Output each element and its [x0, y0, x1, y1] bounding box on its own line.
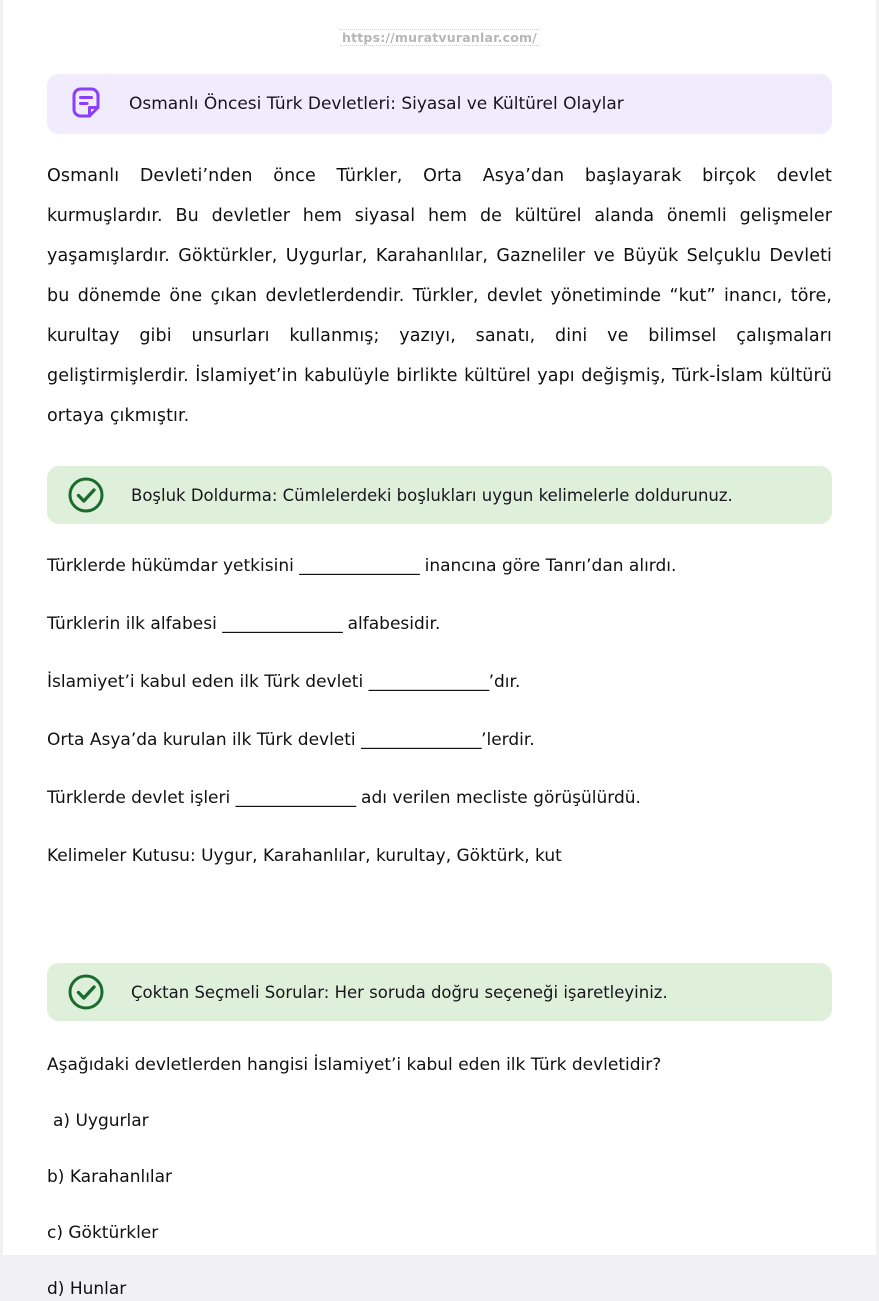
- fill-in-text-after: inancına göre Tanrı’dan alırdı.: [419, 556, 677, 576]
- fill-in-text-before: İslamiyet’i kabul eden ilk Türk devleti: [47, 672, 369, 692]
- fill-in-text-before: Türklerde devlet işleri: [47, 788, 236, 808]
- note-document-icon: [65, 83, 107, 125]
- multiple-choice-question: Aşağıdaki devletlerden hangisi İslamiyet’i kabul eden ilk Türk devletidir?: [47, 1055, 662, 1075]
- watermark-url: https://muratvuranlar.com/: [341, 30, 538, 45]
- blank-field[interactable]: _______________: [299, 556, 420, 576]
- mc-option-c[interactable]: c) Göktürkler: [47, 1223, 159, 1243]
- list-item: [47, 728, 832, 752]
- list-item: [47, 612, 832, 636]
- blank-field[interactable]: _______________: [361, 730, 482, 750]
- check-circle-icon: [65, 971, 107, 1013]
- intro-paragraph: Osmanlı Devleti’nden önce Türkler, Orta Asya’dan başlayarak birçok devlet kurmuşlardır. Bu devletler hem siyasal hem de kültürel alanda önemli gelişmeler yaşamışlardır. Göktürkler, Uygurlar, Karahanlılar, Gazneliler ve Büyük Selçuklu Devleti bu dönemde öne çıkan devletlerdendir. Türkler, devlet yönetiminde “kut” inancı, töre, kurultay gibi unsurları kullanmış; yazıyı, sanatı, dini ve bilimsel çalışmaları geliştirmişlerdir. İslamiyet’in kabulüyle birlikte kültürel yapı değişmiş, Türk-İslam kültürü ortaya çıkmıştır.: [47, 166, 832, 426]
- list-item: [47, 786, 832, 810]
- fill-in-text-after: adı verilen mecliste görüşülürdü.: [355, 788, 641, 808]
- check-circle-icon: [65, 474, 107, 516]
- list-item: [47, 554, 832, 578]
- title-banner: [47, 74, 832, 134]
- fill-in-text-before: Orta Asya’da kurulan ilk Türk devleti: [47, 730, 362, 750]
- word-bank: Kelimeler Kutusu: Uygur, Karahanlılar, kurultay, Göktürk, kut: [47, 846, 562, 866]
- multiple-choice-section-banner: [47, 963, 832, 1021]
- mc-option-d[interactable]: d) Hunlar: [47, 1279, 127, 1299]
- blank-field[interactable]: _______________: [368, 672, 489, 692]
- page-title: Osmanlı Öncesi Türk Devletleri: Siyasal ve Kültürel Olaylar: [129, 94, 624, 114]
- fill-in-text-before: Türklerde hükümdar yetkisini: [47, 556, 300, 576]
- fill-in-text-after: ’dır.: [488, 672, 521, 692]
- blank-field[interactable]: _______________: [235, 788, 356, 808]
- mc-option-b[interactable]: b) Karahanlılar: [47, 1167, 173, 1187]
- mc-option-a[interactable]: a) Uygurlar: [53, 1111, 149, 1131]
- multiple-choice-option-list: [47, 1109, 832, 1301]
- fill-in-section-banner: [47, 466, 832, 524]
- worksheet-content: [47, 0, 832, 1301]
- blank-field[interactable]: _______________: [222, 614, 343, 634]
- fill-in-text-after: alfabesidir.: [342, 614, 441, 634]
- list-item: [47, 670, 832, 694]
- fill-in-text-before: Türklerin ilk alfabesi: [47, 614, 223, 634]
- fill-in-text-after: ’lerdir.: [481, 730, 535, 750]
- worksheet-page: [3, 0, 876, 1299]
- fill-in-section-title: Boşluk Doldurma: Cümlelerdeki boşlukları uygun kelimelerle doldurunuz.: [131, 485, 733, 505]
- fill-in-question-list: [47, 554, 832, 810]
- multiple-choice-section-title: Çoktan Seçmeli Sorular: Her soruda doğru seçeneği işaretleyiniz.: [131, 982, 668, 1002]
